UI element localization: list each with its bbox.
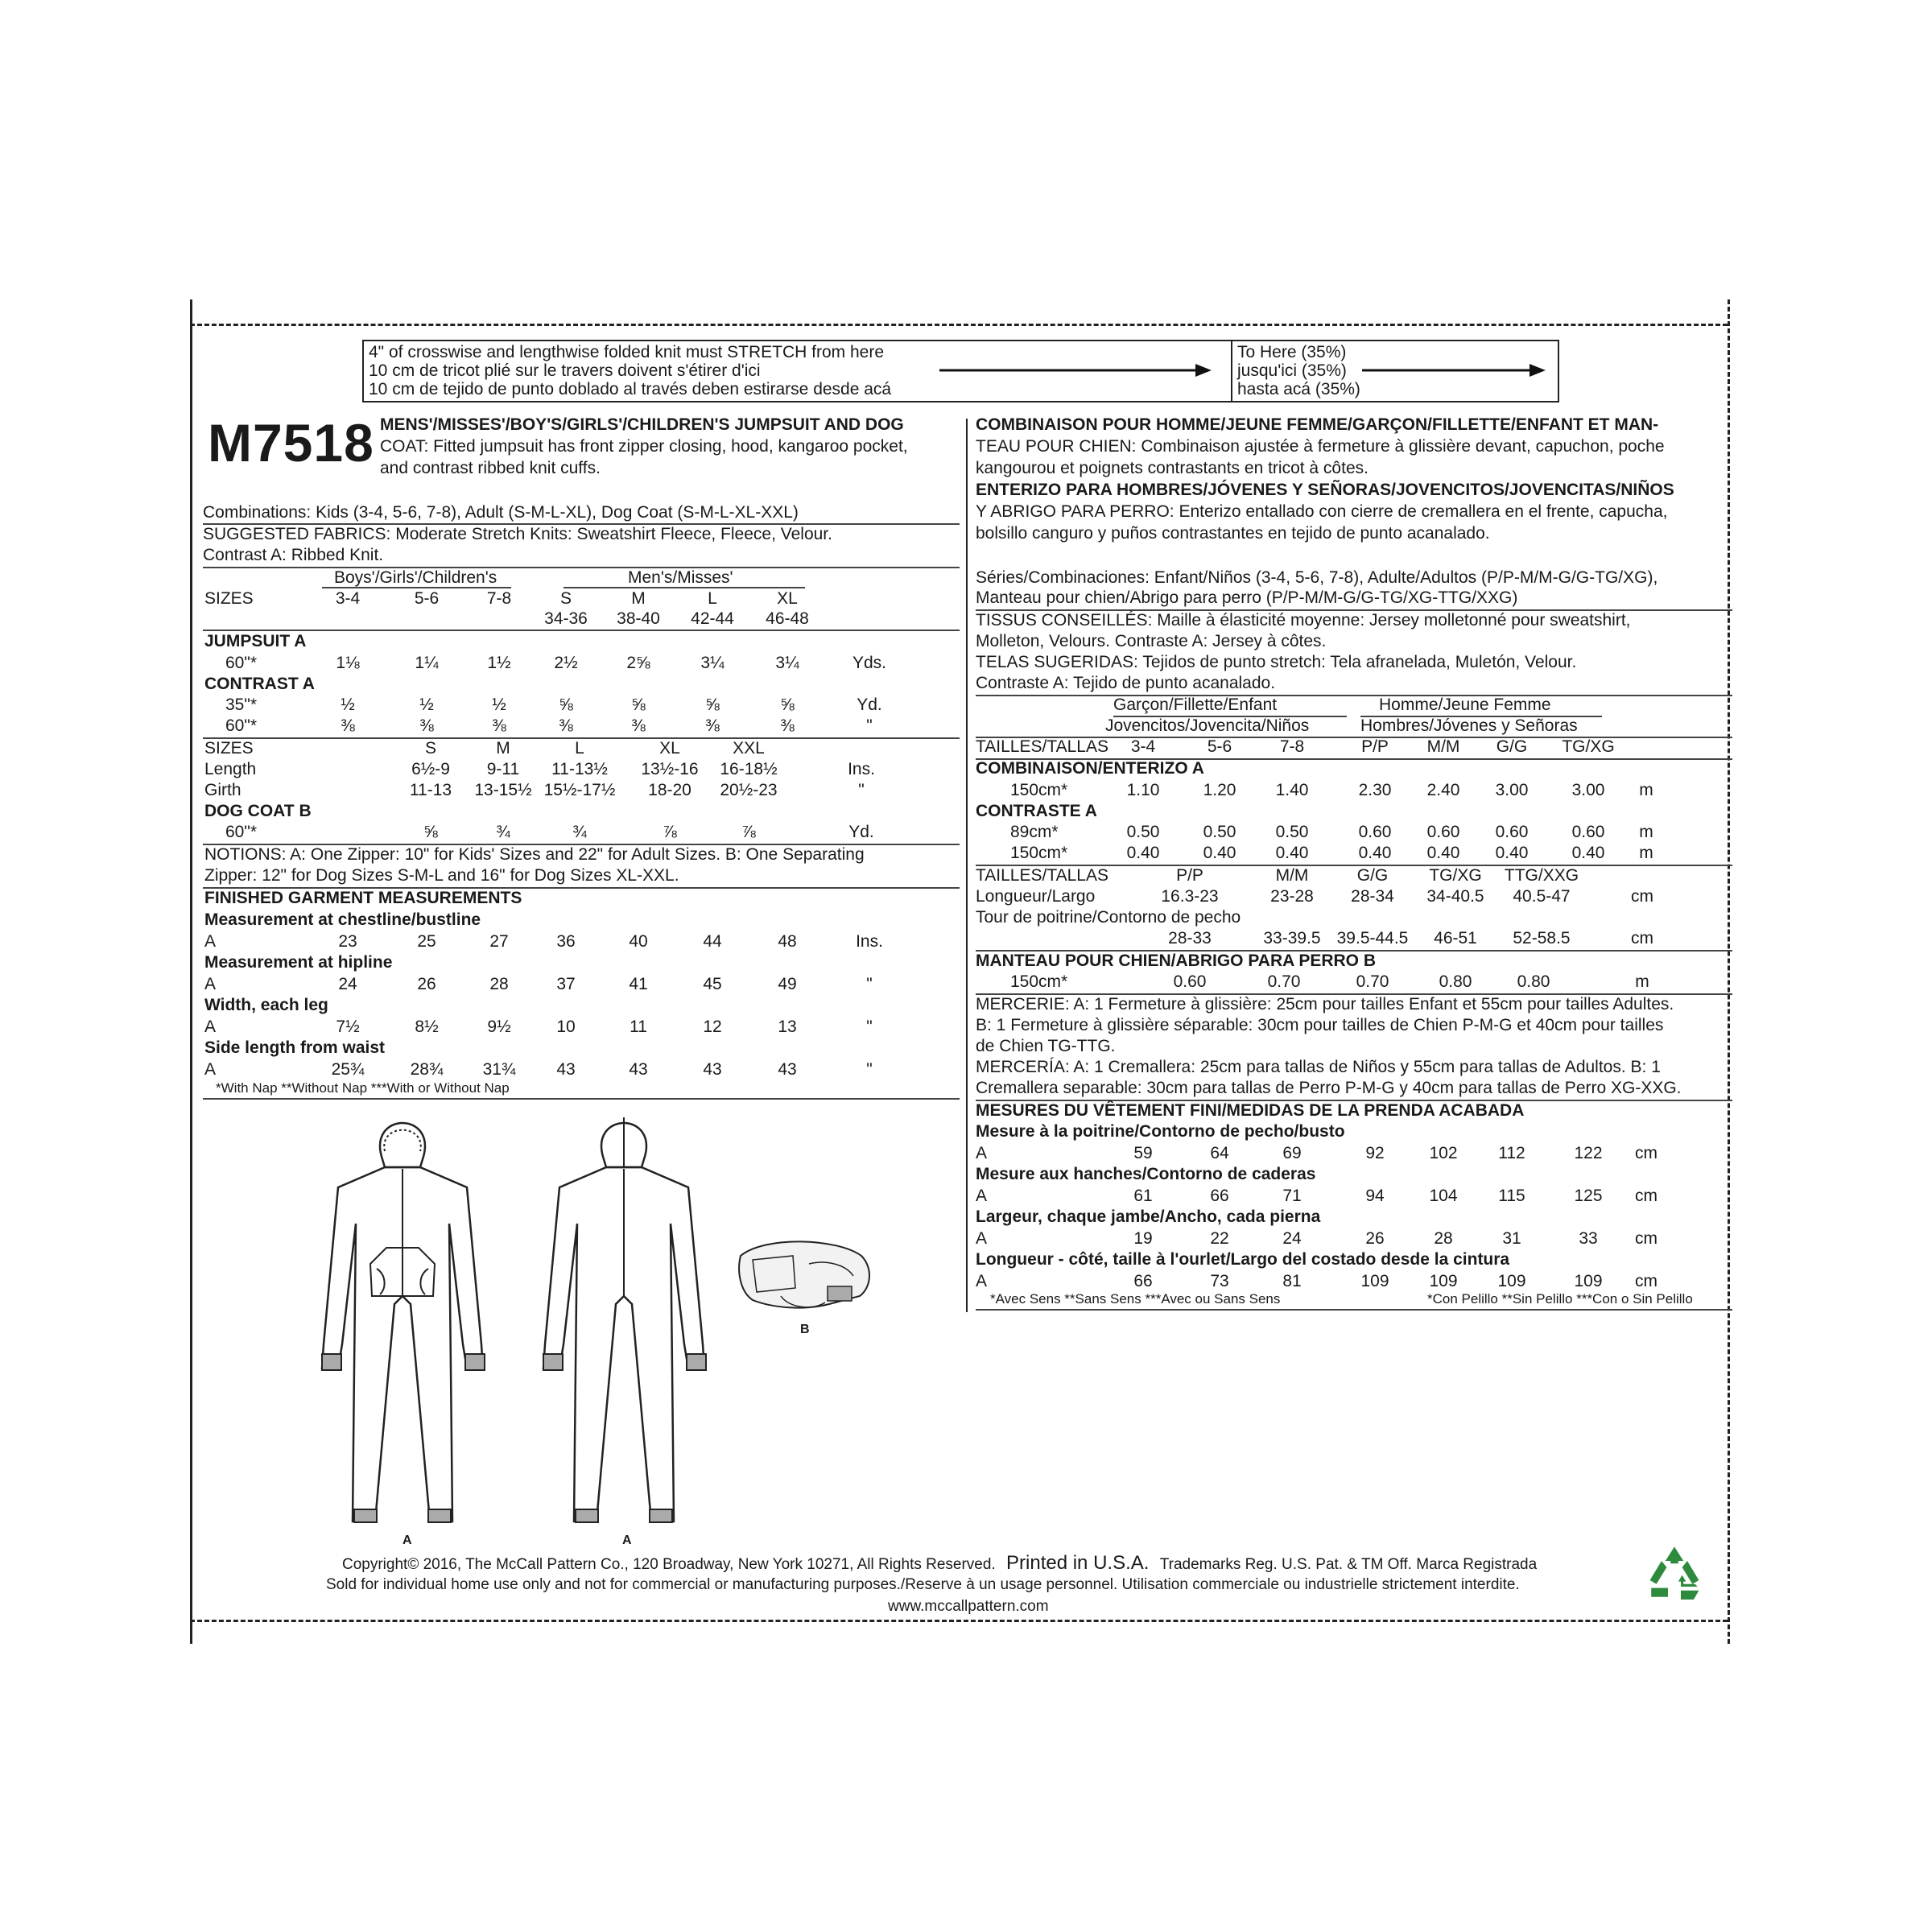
table-cell: ": [866, 1060, 873, 1079]
taille-header: P/P: [1361, 737, 1389, 756]
table-cell: 0.40: [1571, 844, 1605, 862]
row-label: A: [976, 1272, 988, 1290]
table-cell: ¾: [572, 823, 587, 841]
cut-line-bottom: [190, 1620, 1728, 1622]
table-cell: 0.50: [1126, 823, 1160, 841]
jumpsuit-front-illustration: [306, 1103, 499, 1530]
manteau-heading: MANTEAU POUR CHIEN/ABRIGO PARA PERRO B: [976, 952, 1377, 970]
table-rule: [1113, 716, 1347, 717]
table-cell: 11-13½: [551, 760, 608, 778]
dog-size-header: L: [575, 739, 584, 758]
table-cell: 0.50: [1203, 823, 1236, 841]
mercerie-3: de Chien TG-TTG.: [976, 1037, 1116, 1055]
table-cell: 23-28: [1270, 887, 1314, 906]
merceria-1: MERCERÍA: A: 1 Cremallera: 25cm para tallas de Niños y 55cm para tallas de Adultos. B: 1: [976, 1058, 1661, 1076]
table-rule: [203, 630, 960, 631]
table-cell: 0.40: [1126, 844, 1160, 862]
group-adult: Men's/Misses': [628, 568, 733, 587]
table-cell: ": [866, 975, 873, 993]
tour-label: Tour de poitrine/Contorno de pecho: [976, 908, 1241, 927]
table-cell: 1½: [487, 654, 511, 672]
table-cell: ⅝: [780, 696, 795, 714]
table-cell: ⅝: [631, 696, 646, 714]
arrow-right-icon: [939, 362, 1213, 378]
row-label: 150cm*: [1010, 844, 1068, 862]
table-cell: 43: [778, 1060, 797, 1079]
contrast-a-heading: CONTRAST A: [204, 675, 315, 693]
mercerie-2: B: 1 Fermeture à glissière séparable: 30cm pour tailles de Chien P-M-G et 40cm pour tailles: [976, 1016, 1664, 1034]
cut-line-right: [1728, 299, 1730, 1644]
table-cell: 34-40.5: [1426, 887, 1484, 906]
table-cell: Ins.: [848, 760, 875, 778]
contrast-fabric: Contrast A: Ribbed Knit.: [203, 546, 384, 564]
combinaison-heading: COMBINAISON/ENTERIZO A: [976, 759, 1204, 778]
table-cell: 104: [1429, 1187, 1458, 1205]
table-cell: 31¾: [482, 1060, 516, 1079]
trademarks: Trademarks Reg. U.S. Pat. & TM Off. Marca Registrada: [1159, 1556, 1538, 1573]
size-header: 5-6: [414, 589, 440, 608]
nap-note: *With Nap **Without Nap ***With or Without Nap: [216, 1080, 510, 1096]
pattern-code: M7518: [208, 413, 374, 473]
table-cell: Ins.: [856, 932, 883, 951]
table-cell: 1⅛: [336, 654, 360, 672]
row-label: 35"*: [225, 696, 257, 714]
measurement-label: Mesure aux hanches/Contorno de caderas: [976, 1165, 1316, 1183]
taille-header: 7-8: [1279, 737, 1305, 756]
table-cell: 1.10: [1126, 781, 1160, 799]
table-cell: m: [1639, 823, 1653, 841]
dog-taille-header: G/G: [1356, 866, 1389, 885]
size-measure: 42-44: [691, 609, 734, 628]
table-cell: ": [866, 1018, 873, 1036]
dog-taille-header: M/M: [1275, 866, 1309, 885]
dog-size-header: S: [424, 739, 437, 758]
table-cell: 0.60: [1173, 972, 1207, 991]
table-cell: 41: [629, 975, 648, 993]
jumpsuit-back-illustration: [527, 1103, 720, 1530]
table-cell: m: [1639, 781, 1653, 799]
size-measure: 34-36: [544, 609, 588, 628]
row-label: A: [204, 1060, 217, 1079]
table-cell: 23: [338, 932, 357, 951]
table-cell: 0.40: [1275, 844, 1309, 862]
dog-coat-b-heading: DOG COAT B: [204, 802, 312, 820]
table-cell: 2⅝: [626, 654, 650, 672]
fr-title-3: kangourou et poignets contrastants en tricot à côtes.: [976, 459, 1368, 477]
table-cell: 109: [1574, 1272, 1603, 1290]
table-cell: ⅜: [419, 716, 434, 735]
table-cell: 0.40: [1203, 844, 1236, 862]
table-cell: 33: [1579, 1229, 1598, 1248]
to-here-es: hasta acá (35%): [1237, 380, 1360, 398]
table-cell: 61: [1133, 1187, 1153, 1205]
table-cell: 6½-9: [411, 760, 450, 778]
table-cell: 44: [703, 932, 722, 951]
table-cell: 18-20: [648, 781, 691, 799]
table-cell: ⅝: [705, 696, 720, 714]
notions-1: NOTIONS: A: One Zipper: 10" for Kids' Sizes and 22" for Adult Sizes. B: One Separating: [204, 845, 865, 864]
size-header: XL: [777, 589, 798, 608]
table-cell: 16-18½: [720, 760, 778, 778]
table-cell: Yds.: [852, 654, 887, 672]
table-cell: ⅜: [341, 716, 355, 735]
series-2: Manteau pour chien/Abrigo para perro (P/P-M/M-G/G-TG/XG-TTG/XXG): [976, 588, 1518, 607]
es-title-1: ENTERIZO PARA HOMBRES/JÓVENES Y SEÑORAS/JOVENCITOS/JOVENCITAS/NIÑOS: [976, 481, 1674, 499]
fr-group-kids-2: Jovencitos/Jovencita/Niños: [1105, 716, 1310, 735]
table-cell: 40.5-47: [1513, 887, 1571, 906]
table-cell: 1¼: [415, 654, 439, 672]
table-cell: m: [1635, 972, 1649, 991]
measurement-label: Measurement at chestline/bustline: [204, 910, 481, 929]
table-cell: ⅜: [631, 716, 646, 735]
row-label: 60"*: [225, 654, 257, 672]
table-cell: ⅞: [663, 823, 677, 841]
table-cell: 13-15½: [474, 781, 532, 799]
label-a-back: A: [622, 1534, 632, 1547]
table-cell: 28-34: [1351, 887, 1394, 906]
table-cell: 16.3-23: [1161, 887, 1219, 906]
table-cell: 59: [1133, 1144, 1153, 1162]
table-cell: 0.60: [1571, 823, 1605, 841]
contraste-heading: CONTRASTE A: [976, 802, 1097, 820]
jumpsuit-a-heading: JUMPSUIT A: [204, 632, 307, 650]
table-cell: 1.40: [1275, 781, 1309, 799]
table-cell: ½: [341, 696, 355, 714]
table-cell: 48: [778, 932, 797, 951]
table-cell: 25¾: [331, 1060, 365, 1079]
recycle-icon: [1642, 1542, 1707, 1606]
table-cell: cm: [1635, 1272, 1657, 1290]
telas-1: TELAS SUGERIDAS: Tejidos de punto stretch: Tela afranelada, Muletón, Velour.: [976, 653, 1577, 671]
table-rule: [203, 1098, 960, 1100]
es-title-2: Y ABRIGO PARA PERRO: Enterizo entallado con cierre de cremallera en el frente, capucha,: [976, 502, 1668, 521]
table-cell: 0.40: [1426, 844, 1460, 862]
column-divider: [966, 419, 968, 1312]
measurement-label: Measurement at hipline: [204, 953, 393, 972]
table-cell: 102: [1429, 1144, 1458, 1162]
table-cell: 26: [1365, 1229, 1385, 1248]
table-cell: 3¼: [700, 654, 724, 672]
table-cell: 115: [1498, 1187, 1525, 1205]
stretch-gauge: [362, 340, 1559, 402]
table-cell: Yd.: [848, 823, 874, 841]
table-cell: 25: [417, 932, 436, 951]
dog-taille-header: TG/XG: [1429, 866, 1482, 885]
table-cell: 12: [703, 1018, 722, 1036]
title-line-2: COAT: Fitted jumpsuit has front zipper closing, hood, kangaroo pocket,: [380, 437, 908, 456]
taille-header: 5-6: [1207, 737, 1232, 756]
label-a-front: A: [402, 1534, 412, 1547]
row-label: A: [976, 1187, 988, 1205]
table-cell: 39.5-44.5: [1336, 929, 1409, 947]
table-cell: 11: [630, 1018, 647, 1036]
row-label: A: [204, 932, 217, 951]
table-cell: 109: [1497, 1272, 1526, 1290]
table-cell: 43: [703, 1060, 722, 1079]
table-cell: 66: [1133, 1272, 1153, 1290]
table-cell: 0.70: [1267, 972, 1301, 991]
pelillo-note: *Con Pelillo **Sin Pelillo ***Con o Sin Pelillo: [1427, 1291, 1693, 1307]
table-cell: ½: [492, 696, 506, 714]
table-cell: 0.60: [1495, 823, 1529, 841]
table-cell: m: [1639, 844, 1653, 862]
series-1: Séries/Combinaciones: Enfant/Niños (3-4, 5-6, 7-8), Adulte/Adultos (P/P-M/M-G/G-TG/XG),: [976, 568, 1658, 587]
table-cell: 73: [1210, 1272, 1229, 1290]
table-cell: 46-51: [1434, 929, 1477, 947]
size-header: 7-8: [486, 589, 512, 608]
row-label: A: [976, 1144, 988, 1162]
cut-line-left: [190, 299, 192, 1644]
table-cell: 0.50: [1275, 823, 1309, 841]
taille-header: 3-4: [1130, 737, 1156, 756]
row-label: 150cm*: [1010, 972, 1068, 991]
table-rule: [976, 1309, 1732, 1311]
table-cell: 28¾: [410, 1060, 444, 1079]
table-cell: ⅜: [705, 716, 720, 735]
telas-2: Contraste A: Tejido de punto acanalado.: [976, 674, 1276, 692]
table-cell: 2.30: [1358, 781, 1392, 799]
mercerie-1: MERCERIE: A: 1 Fermeture à glissière: 25cm pour tailles Enfant et 55cm pour tailles Adultes.: [976, 995, 1674, 1013]
dog-sizes-label: SIZES: [204, 739, 254, 758]
to-here-en: To Here (35%): [1237, 343, 1347, 361]
label-b: B: [800, 1323, 810, 1336]
tissus-1: TISSUS CONSEILLÉS: Maille à élasticité moyenne: Jersey molletonné pour sweatshirt,: [976, 611, 1631, 630]
table-cell: 43: [629, 1060, 648, 1079]
table-cell: 109: [1360, 1272, 1389, 1290]
dog-taille-header: P/P: [1176, 866, 1203, 885]
table-cell: 28: [1434, 1229, 1453, 1248]
fr-group-kids-1: Garçon/Fillette/Enfant: [1113, 696, 1278, 714]
table-cell: 15½-17½: [543, 781, 616, 799]
row-label: 60"*: [225, 716, 257, 735]
table-cell: 71: [1282, 1187, 1302, 1205]
table-cell: 0.60: [1426, 823, 1460, 841]
fr-title-1: COMBINAISON POUR HOMME/JEUNE FEMME/GARÇON/FILLETTE/ENFANT ET MAN-: [976, 415, 1659, 434]
dog-size-header: XL: [659, 739, 680, 758]
table-cell: 2.40: [1426, 781, 1460, 799]
table-cell: 69: [1282, 1144, 1302, 1162]
dog-size-header: XXL: [733, 739, 765, 758]
measurement-label: Side length from waist: [204, 1038, 386, 1057]
tailles-label: TAILLES/TALLAS: [976, 737, 1108, 756]
measurement-label: Longueur - côté, taille à l'ourlet/Largo del costado desde la cintura: [976, 1250, 1510, 1269]
table-cell: 1.20: [1203, 781, 1236, 799]
table-cell: 20½-23: [720, 781, 778, 799]
table-cell: 0.40: [1495, 844, 1529, 862]
table-cell: 13½-16: [641, 760, 699, 778]
table-cell: 8½: [415, 1018, 439, 1036]
table-cell: 3.00: [1571, 781, 1605, 799]
stretch-line-1: 4" of crosswise and lengthwise folded knit must STRETCH from here: [369, 343, 885, 361]
table-cell: 2½: [554, 654, 578, 672]
table-cell: 31: [1502, 1229, 1521, 1248]
stretch-line-2: 10 cm de tricot plié sur le travers doivent s'étirer d'ici: [369, 361, 761, 380]
measurement-label: Width, each leg: [204, 996, 328, 1014]
table-cell: 27: [489, 932, 509, 951]
table-cell: ⅜: [780, 716, 795, 735]
finished-heading: FINISHED GARMENT MEASUREMENTS: [204, 889, 522, 907]
table-cell: 109: [1429, 1272, 1458, 1290]
table-cell: ⅞: [741, 823, 756, 841]
stretch-line-3: 10 cm de tejido de punto doblado al través deben estirarse desde acá: [369, 380, 892, 398]
row-label: Longueur/Largo: [976, 887, 1096, 906]
row-label: 89cm*: [1010, 823, 1059, 841]
table-cell: 43: [556, 1060, 576, 1079]
table-cell: ¾: [496, 823, 510, 841]
size-header: L: [708, 589, 717, 608]
table-cell: 37: [556, 975, 576, 993]
table-cell: ⅝: [559, 696, 573, 714]
table-cell: ½: [419, 696, 434, 714]
table-cell: cm: [1635, 1229, 1657, 1248]
table-cell: 3¼: [775, 654, 799, 672]
size-measure: 38-40: [617, 609, 660, 628]
table-cell: 112: [1498, 1144, 1525, 1162]
usage-notice: Sold for individual home use only and not for commercial or manufacturing purposes./Reserve à un usage personnel. Utilisation commerciale ou industrielle strictement interdite.: [326, 1576, 1520, 1593]
measurement-label: Mesure à la poitrine/Contorno de pecho/busto: [976, 1122, 1345, 1141]
table-cell: 28-33: [1168, 929, 1212, 947]
merceria-2: Cremallera separable: 30cm para tallas de Perro P-M-G y 40cm para tallas de Perro XG-XXG.: [976, 1079, 1682, 1097]
table-cell: cm: [1631, 929, 1653, 947]
table-cell: 33-39.5: [1263, 929, 1321, 947]
size-measure: 46-48: [766, 609, 809, 628]
table-cell: 13: [778, 1018, 797, 1036]
table-cell: cm: [1631, 887, 1653, 906]
table-cell: 9-11: [486, 760, 520, 778]
size-header: 3-4: [335, 589, 361, 608]
fr-group-adult-1: Homme/Jeune Femme: [1379, 696, 1551, 714]
table-cell: 122: [1574, 1144, 1603, 1162]
combinations: Combinations: Kids (3-4, 5-6, 7-8), Adult (S-M-L-XL), Dog Coat (S-M-L-XL-XXL): [203, 503, 799, 522]
table-cell: 66: [1210, 1187, 1229, 1205]
table-cell: 0.40: [1358, 844, 1392, 862]
table-cell: 22: [1210, 1229, 1229, 1248]
table-cell: 0.80: [1517, 972, 1550, 991]
table-cell: 64: [1210, 1144, 1229, 1162]
es-title-3: bolsillo canguro y puños contrastantes en tejido de punto acanalado.: [976, 524, 1490, 543]
copyright: Copyright© 2016, The McCall Pattern Co., 120 Broadway, New York 10271, All Rights Reserved.: [342, 1556, 996, 1573]
title-line-1: MENS'/MISSES'/BOY'S/GIRLS'/CHILDREN'S JUMPSUIT AND DOG: [380, 415, 904, 434]
table-cell: 0.70: [1356, 972, 1389, 991]
table-cell: 0.60: [1358, 823, 1392, 841]
table-cell: 45: [703, 975, 722, 993]
table-cell: ": [858, 781, 865, 799]
table-cell: ": [866, 716, 873, 735]
mesures-heading: MESURES DU VÊTEMENT FINI/MEDIDAS DE LA PRENDA ACABADA: [976, 1101, 1525, 1120]
table-cell: 0.80: [1439, 972, 1472, 991]
table-cell: 19: [1133, 1229, 1153, 1248]
dog-coat-illustration: [733, 1232, 877, 1320]
sens-note: *Avec Sens **Sans Sens ***Avec ou Sans Sens: [990, 1291, 1281, 1307]
printed-in: Printed in U.S.A.: [1006, 1552, 1150, 1574]
table-cell: ⅜: [492, 716, 506, 735]
row-label: A: [976, 1229, 988, 1248]
table-cell: 52-58.5: [1513, 929, 1571, 947]
website-link[interactable]: www.mccallpattern.com: [888, 1598, 1049, 1615]
table-cell: 40: [629, 932, 648, 951]
fr-group-adult-2: Hombres/Jóvenes y Señoras: [1360, 716, 1578, 735]
table-cell: 24: [1282, 1229, 1302, 1248]
measurement-label: Largeur, chaque jambe/Ancho, cada pierna: [976, 1208, 1321, 1226]
row-label: A: [204, 1018, 217, 1036]
suggested-fabrics: SUGGESTED FABRICS: Moderate Stretch Knits: Sweatshirt Fleece, Fleece, Velour.: [203, 525, 832, 543]
table-cell: 125: [1574, 1187, 1603, 1205]
table-cell: 94: [1365, 1187, 1385, 1205]
dog-size-header: M: [496, 739, 510, 758]
table-cell: 92: [1365, 1144, 1385, 1162]
row-label: Girth: [204, 781, 242, 799]
taille-header: G/G: [1496, 737, 1528, 756]
size-header: S: [559, 589, 572, 608]
to-here-fr: jusqu'ici (35%): [1237, 361, 1347, 380]
table-cell: 49: [778, 975, 797, 993]
tissus-2: Molleton, Velours. Contraste A: Jersey à côtes.: [976, 632, 1327, 650]
table-cell: 28: [489, 975, 509, 993]
sizes-label: SIZES: [204, 589, 254, 608]
taille-header: M/M: [1426, 737, 1460, 756]
dog-taille-header: TTG/XXG: [1504, 866, 1579, 885]
table-rule: [1360, 716, 1602, 717]
table-cell: 7½: [336, 1018, 360, 1036]
table-cell: 10: [556, 1018, 576, 1036]
table-cell: 24: [338, 975, 357, 993]
table-cell: 3.00: [1495, 781, 1529, 799]
table-cell: cm: [1635, 1144, 1657, 1162]
table-cell: ⅜: [559, 716, 573, 735]
title-line-3: and contrast ribbed knit cuffs.: [380, 459, 601, 477]
table-cell: 9½: [487, 1018, 511, 1036]
dog-tailles-label: TAILLES/TALLAS: [976, 866, 1108, 885]
table-cell: 26: [417, 975, 436, 993]
table-cell: Yd.: [857, 696, 882, 714]
notions-2: Zipper: 12" for Dog Sizes S-M-L and 16" for Dog Sizes XL-XXL.: [204, 866, 679, 885]
row-label: A: [204, 975, 217, 993]
row-label: 60"*: [225, 823, 257, 841]
cut-line-top: [190, 324, 1728, 326]
table-cell: cm: [1635, 1187, 1657, 1205]
table-cell: ⅝: [423, 823, 438, 841]
row-label: Length: [204, 760, 257, 778]
table-cell: 36: [556, 932, 576, 951]
table-cell: 11-13: [409, 781, 452, 799]
row-label: 150cm*: [1010, 781, 1068, 799]
taille-header: TG/XG: [1562, 737, 1615, 756]
fr-title-2: TEAU POUR CHIEN: Combinaison ajustée à fermeture à glissière devant, capuchon, poche: [976, 437, 1665, 456]
table-cell: 81: [1282, 1272, 1302, 1290]
size-header: M: [631, 589, 646, 608]
arrow-right-icon: [1362, 362, 1547, 378]
group-kids: Boys'/Girls'/Children's: [334, 568, 497, 587]
